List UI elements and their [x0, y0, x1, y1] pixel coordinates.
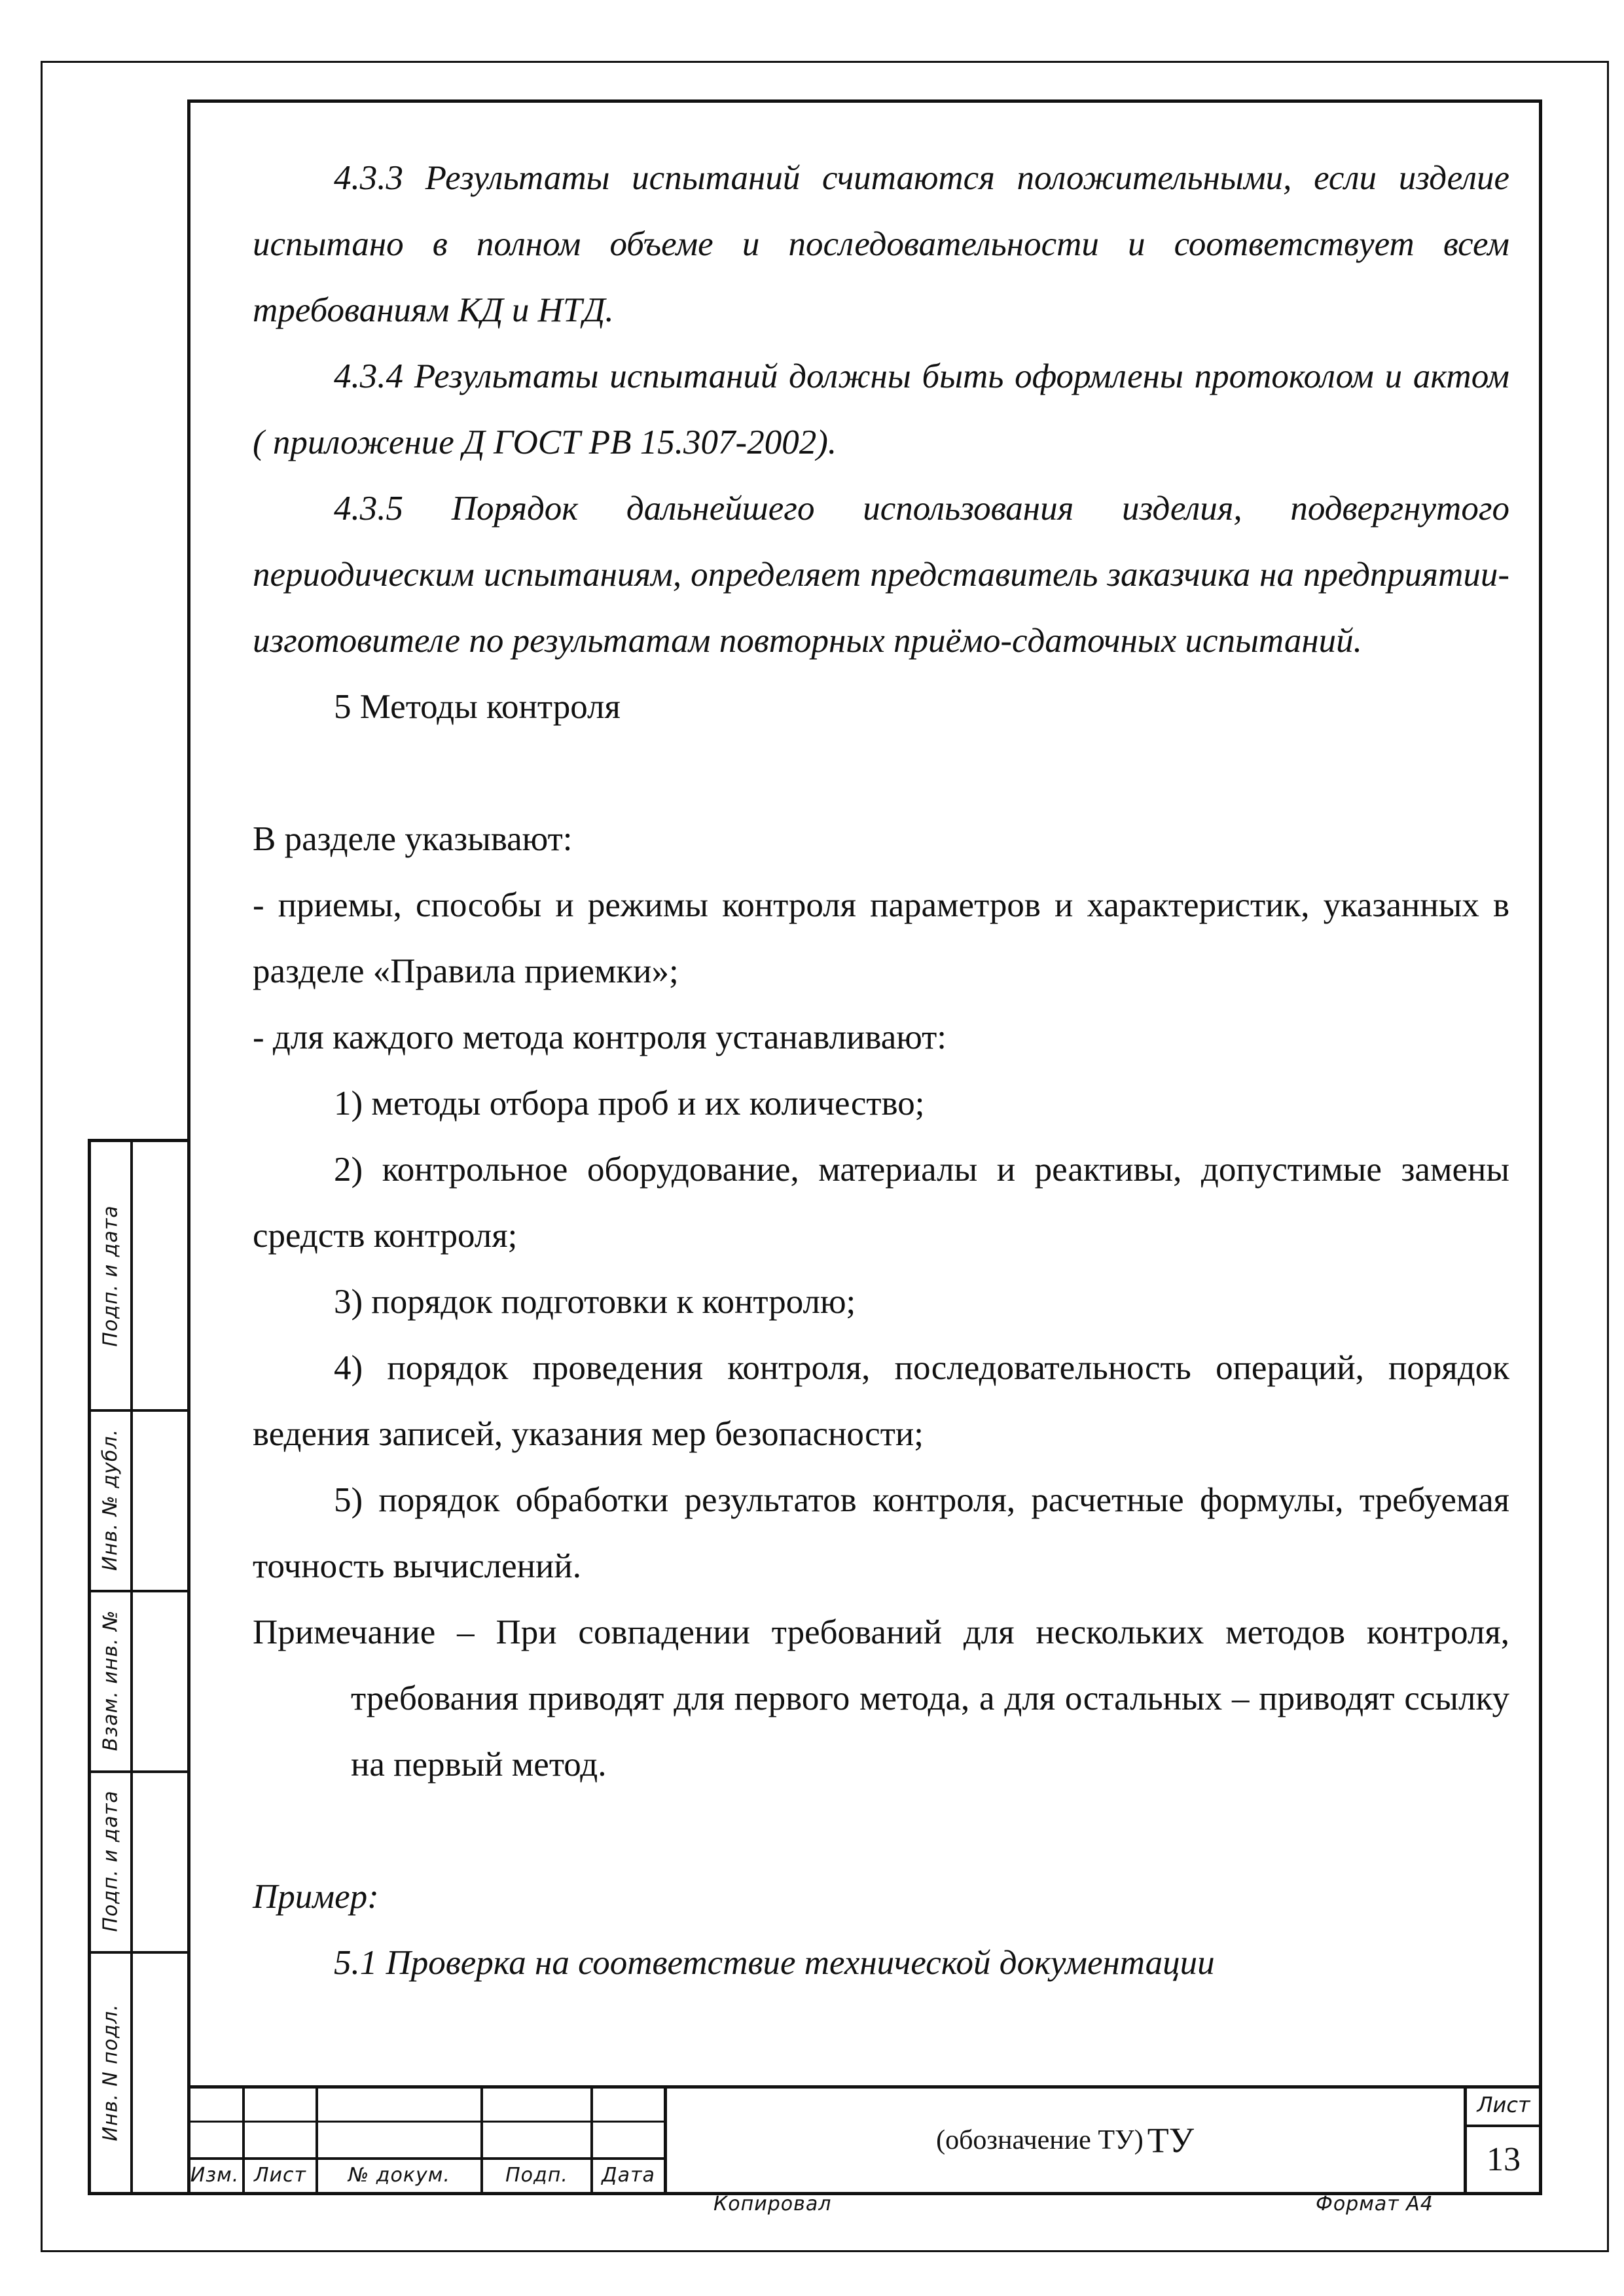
sheet-label: Лист — [1477, 2092, 1530, 2117]
designation-text: (обозначение ТУ) — [936, 2125, 1144, 2155]
spacer — [253, 740, 1509, 806]
side-label-podp-data: Подп. и дата — [99, 1204, 122, 1347]
side-label-inv-podl: Инв. N подл. — [99, 2003, 122, 2142]
sheet-number: 13 — [1487, 2141, 1521, 2178]
col-n-dokum: № докум. — [348, 2164, 450, 2187]
col-podp: Подп. — [505, 2164, 568, 2187]
designation-suffix: ТУ — [1147, 2121, 1194, 2160]
document-body — [253, 145, 1509, 1996]
title-block — [187, 2085, 1542, 2195]
bullet-item: - приемы, способы и режимы контроля параметров и характеристик, указанных в разделе «Правила приемки»; — [253, 886, 1509, 990]
footer-copied: Копировал — [713, 2193, 832, 2215]
col-list: Лист — [253, 2164, 307, 2187]
section-intro: В разделе указывают: — [253, 820, 573, 858]
numbered-item-2: 2) контрольное оборудование, материалы и реактивы, допустимые замены средств контроля; — [253, 1151, 1509, 1255]
numbered-item-5: 5) порядок обработки результатов контроля, расчетные формулы, требуемая точность вычислений. — [253, 1481, 1509, 1585]
document-designation — [665, 2085, 1465, 2195]
numbered-item-3: 3) порядок подготовки к контролю; — [334, 1283, 856, 1321]
section-heading-5: 5 Методы контроля — [334, 688, 621, 726]
footer-format: Формат А4 — [1316, 2193, 1434, 2215]
bullet-item: - для каждого метода контроля устанавливают: — [253, 1018, 947, 1056]
col-data: Дата — [602, 2164, 655, 2187]
paragraph-4-3-4: 4.3.4 Результаты испытаний должны быть оформлены протоколом и актом ( приложение Д ГОСТ РВ 15.307-2002). — [253, 357, 1509, 461]
numbered-item-4: 4) порядок проведения контроля, последовательность операций, порядок ведения записей, указания мер безопасности; — [253, 1349, 1509, 1453]
note: Примечание – При совпадении требований для нескольких методов контроля, требования приводят для первого метода, а для остальных – приводят ссылку на первый метод. — [253, 1613, 1509, 1784]
example-label: Пример: — [253, 1878, 379, 1916]
side-label-inv-dubl: Инв. № дубл. — [99, 1428, 122, 1571]
spacer — [253, 1798, 1509, 1864]
side-label-vzam-inv: Взам. инв. № — [99, 1609, 122, 1751]
paragraph-4-3-3: 4.3.3 Результаты испытаний считаются положительными, если изделие испытано в полном объеме и последовательности и соответствует всем требованиям КД и НТД. — [253, 159, 1509, 329]
side-stamp — [88, 1139, 187, 2195]
example-heading-5-1: 5.1 Проверка на соответствие технической документации — [334, 1944, 1215, 1982]
paragraph-4-3-5: 4.3.5 Порядок дальнейшего использования изделия, подвергнутого периодическим испытаниям, определяет представитель заказчика на предприятии-изготовителе по результатам повторных приёмо-сдаточных испытаний. — [253, 490, 1509, 660]
side-label-podp-data-2: Подп. и дата — [99, 1789, 122, 1932]
numbered-item-1: 1) методы отбора проб и их количество; — [334, 1085, 925, 1122]
col-izm: Изм. — [190, 2164, 240, 2187]
